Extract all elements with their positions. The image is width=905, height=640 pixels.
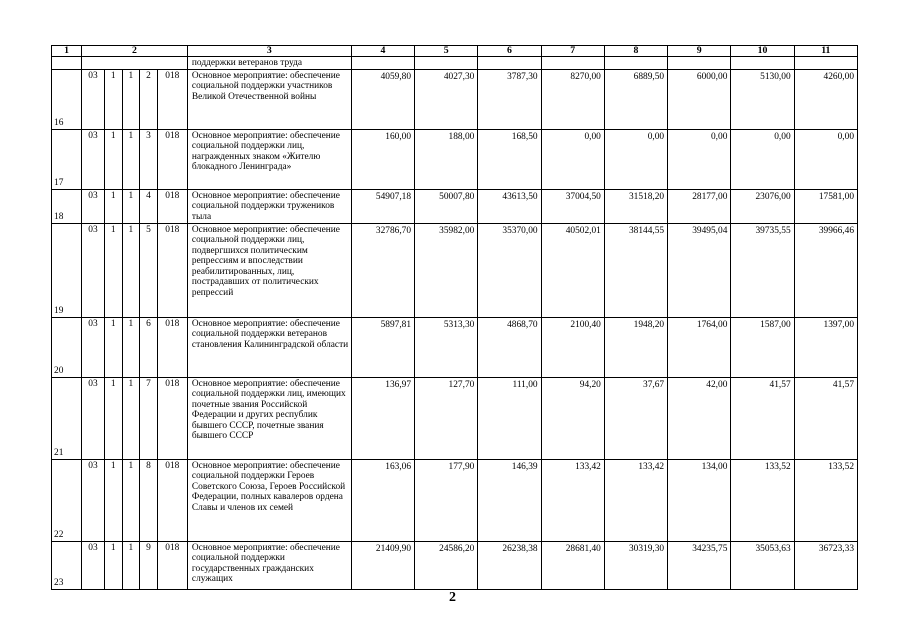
value-cell: 136,97 [351,377,414,459]
code-cell: 4 [140,189,158,223]
value-cell: 39966,46 [794,223,857,317]
value-cell: 41,57 [794,377,857,459]
code-cell: 1 [104,189,122,223]
table-row [52,129,858,189]
value-cell: 35370,00 [478,223,541,317]
value-cell: 32786,70 [351,223,414,317]
value-cell: 3787,30 [478,69,541,129]
value-cell: 1948,20 [604,317,667,377]
code-cell: 1 [122,317,140,377]
header-row [52,46,858,57]
header-cell-1: 1 [52,46,82,57]
continuation-row [52,57,858,70]
value-cell: 54907,18 [351,189,414,223]
value-cell: 0,00 [604,129,667,189]
code-cell: 1 [122,129,140,189]
row-number: 17 [52,129,82,189]
value-cell: 30319,30 [604,541,667,589]
value-cell: 31518,20 [604,189,667,223]
code-cell: 03 [82,69,105,129]
value-cell: 41,57 [731,377,794,459]
code-cell: 3 [140,129,158,189]
value-cell: 8270,00 [541,69,604,129]
header-cell-5: 5 [415,46,478,57]
code-cell: 6 [140,317,158,377]
page-number: 2 [449,590,456,605]
header-cell-8: 8 [604,46,667,57]
description-cell: Основное мероприятие: обеспечение социальной поддержки Героев Советского Союза, Героев Российской Федерации, полных кавалеров ордена Славы и членов их семей [187,459,351,541]
value-cell: 4059,80 [351,69,414,129]
value-cell: 133,42 [604,459,667,541]
value-cell: 133,42 [541,459,604,541]
code-cell: 018 [157,317,187,377]
value-cell: 21409,90 [351,541,414,589]
header-cell-3: 3 [187,46,351,57]
table-row [52,459,858,541]
code-cell: 018 [157,223,187,317]
value-cell: 1764,00 [668,317,731,377]
value-cell: 37,67 [604,377,667,459]
row-number: 20 [52,317,82,377]
table-row [52,541,858,589]
value-cell: 35053,63 [731,541,794,589]
row-number: 22 [52,459,82,541]
description-cell: Основное мероприятие: обеспечение социальной поддержки участников Великой Отечественной войны [187,69,351,129]
value-cell: 163,06 [351,459,414,541]
value-cell: 127,70 [415,377,478,459]
code-cell: 1 [122,223,140,317]
description-cell: Основное мероприятие: обеспечение социальной поддержки лиц, награжденных знаком «Жителю блокадного Ленинграда» [187,129,351,189]
code-cell: 03 [82,459,105,541]
value-cell: 39495,04 [668,223,731,317]
value-cell: 111,00 [478,377,541,459]
code-cell: 1 [104,223,122,317]
value-cell: 146,39 [478,459,541,541]
code-cell: 03 [82,541,105,589]
table-row [52,223,858,317]
code-cell: 1 [104,317,122,377]
value-cell: 0,00 [668,129,731,189]
row-number: 18 [52,189,82,223]
code-cell: 1 [122,541,140,589]
code-cell: 03 [82,223,105,317]
code-cell: 03 [82,189,105,223]
value-cell: 17581,00 [794,189,857,223]
value-cell: 38144,55 [604,223,667,317]
row-number: 21 [52,377,82,459]
code-cell: 1 [104,129,122,189]
value-cell: 94,20 [541,377,604,459]
description-cell: Основное мероприятие: обеспечение социальной поддержки ветеранов становления Калининградской области [187,317,351,377]
description-cell: Основное мероприятие: обеспечение социальной поддержки тружеников тыла [187,189,351,223]
value-cell: 4260,00 [794,69,857,129]
code-cell: 1 [122,69,140,129]
value-cell: 42,00 [668,377,731,459]
row-number: 16 [52,69,82,129]
code-cell: 018 [157,129,187,189]
value-cell: 40502,01 [541,223,604,317]
value-cell: 1397,00 [794,317,857,377]
code-cell: 5 [140,223,158,317]
value-cell: 28177,00 [668,189,731,223]
value-cell: 5130,00 [731,69,794,129]
value-cell: 5313,30 [415,317,478,377]
header-cell-2: 2 [82,46,188,57]
header-cell-9: 9 [668,46,731,57]
code-cell: 03 [82,377,105,459]
value-cell: 160,00 [351,129,414,189]
code-cell: 1 [122,459,140,541]
table-row [52,69,858,129]
code-cell: 018 [157,459,187,541]
value-cell: 4027,30 [415,69,478,129]
row-number: 23 [52,541,82,589]
code-cell: 2 [140,69,158,129]
value-cell: 6000,00 [668,69,731,129]
value-cell: 1587,00 [731,317,794,377]
code-cell: 018 [157,377,187,459]
value-cell: 36723,33 [794,541,857,589]
value-cell: 133,52 [794,459,857,541]
value-cell: 134,00 [668,459,731,541]
value-cell: 6889,50 [604,69,667,129]
code-cell: 1 [122,377,140,459]
code-cell: 9 [140,541,158,589]
value-cell: 4868,70 [478,317,541,377]
header-cell-7: 7 [541,46,604,57]
header-cell-4: 4 [351,46,414,57]
code-cell: 03 [82,317,105,377]
value-cell: 188,00 [415,129,478,189]
value-cell: 133,52 [731,459,794,541]
code-cell: 03 [82,129,105,189]
value-cell: 50007,80 [415,189,478,223]
continuation-text: поддержки ветеранов труда [187,57,351,70]
code-cell: 1 [104,541,122,589]
value-cell: 39735,55 [731,223,794,317]
value-cell: 168,50 [478,129,541,189]
value-cell: 35982,00 [415,223,478,317]
code-cell: 018 [157,69,187,129]
value-cell: 26238,38 [478,541,541,589]
header-cell-11: 11 [794,46,857,57]
value-cell: 177,90 [415,459,478,541]
description-cell: Основное мероприятие: обеспечение социальной поддержки лиц, имеющих почетные звания Российской Федерации и других республик бывшего СССР, почетные звания бывшего СССР [187,377,351,459]
code-cell: 018 [157,541,187,589]
table-row [52,317,858,377]
value-cell: 2100,40 [541,317,604,377]
header-cell-6: 6 [478,46,541,57]
value-cell: 37004,50 [541,189,604,223]
value-cell: 23076,00 [731,189,794,223]
code-cell: 018 [157,189,187,223]
table-row [52,189,858,223]
value-cell: 24586,20 [415,541,478,589]
data-table [51,45,858,590]
value-cell: 0,00 [731,129,794,189]
value-cell: 0,00 [794,129,857,189]
value-cell: 28681,40 [541,541,604,589]
value-cell: 34235,75 [668,541,731,589]
row-number: 19 [52,223,82,317]
header-cell-10: 10 [731,46,794,57]
code-cell: 1 [104,377,122,459]
value-cell: 0,00 [541,129,604,189]
code-cell: 7 [140,377,158,459]
code-cell: 1 [104,459,122,541]
code-cell: 8 [140,459,158,541]
code-cell: 1 [104,69,122,129]
value-cell: 5897,81 [351,317,414,377]
value-cell: 43613,50 [478,189,541,223]
code-cell: 1 [122,189,140,223]
description-cell: Основное мероприятие: обеспечение социальной поддержки лиц, подвергшихся политическим репрессиям и впоследствии реабилитированных, лиц, пострадавших от политических репрессий [187,223,351,317]
description-cell: Основное мероприятие: обеспечение социальной поддержки государственных гражданских служащих [187,541,351,589]
table-row [52,377,858,459]
